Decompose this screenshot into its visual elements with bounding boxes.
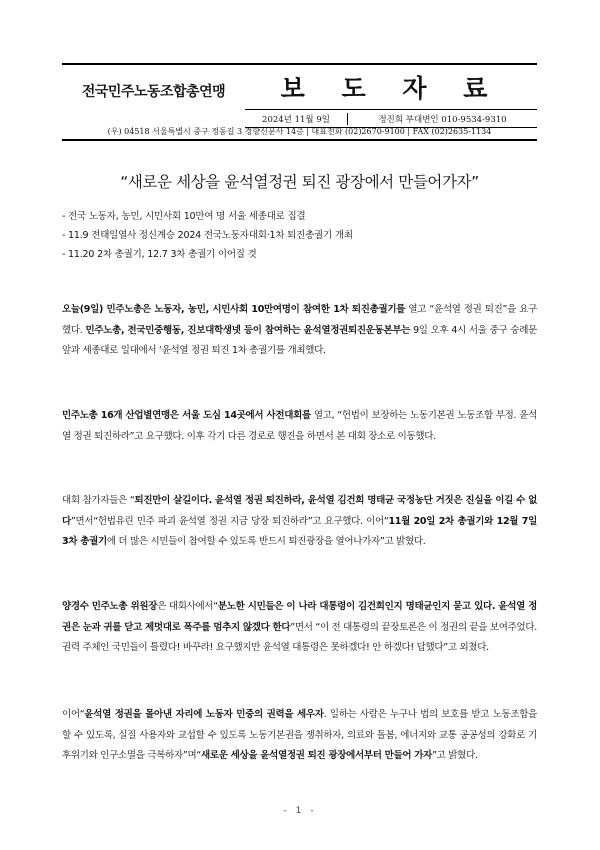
paragraph-text: ”면서 “이 전 대통령의 끝장토론은 이 정권의 끝을 보여주었다. 권력 주체인 국민들이 틀렸다! 바꾸라! 요구했지만 윤석열 대통령은 못하겠다! 안 하겠다! 답했다”고 외쳤다.	[62, 621, 538, 653]
organization-name: 전국민주노동조합총연맹	[81, 83, 226, 100]
emphasized-text: 오늘(9일) 민주노총은 노동자, 농민, 시민사회 10만여명이 참여한 1차 퇴진총궐기를	[62, 304, 406, 315]
organization-address: (우) 04518 서울특별시 중구 정동길 3 경향신문사 14층 | 대표전화 (02)2670-9100 | FAX (02)2635-1134	[62, 124, 537, 141]
paragraph-text: 대회 참가자들은 “	[62, 495, 135, 506]
paragraph-text: 에 더 많은 시민들이 참여할 수 있도록 반드시 퇴진광장을 열어나가자”고 밝혔다.	[106, 536, 426, 547]
subheading-item: - 전국 노동자, 농민, 시민사회 10만여 명 서울 세종대로 집결	[62, 211, 306, 222]
emphasized-text: 민주노총 16개 산업별연맹은 서울 도심 14곳에서 사전대회를	[62, 410, 311, 421]
body-paragraph	[62, 705, 537, 767]
emphasized-text: 윤석열 정권을 몰아낸 자리에 노동자 민중의 권력을 세우자	[84, 709, 324, 720]
paragraph-text: 9일 오후 4시 서울 중구 숭례문 앞과 세종대로 일대에서 ‘윤석열 정권 퇴진 1차 총궐기를 개최했다.	[62, 324, 537, 356]
subheading-list	[62, 207, 537, 264]
emphasized-text: 새로운 세상을 윤석열정권 퇴진 광장에서부터 만들어 가자	[200, 750, 433, 761]
emphasized-text: 퇴진만이 살길이다. 윤석열 정권 퇴진하라, 윤석열 김건희 명태균 국정농단 거짓은 진실을 이길 수 없다	[62, 495, 537, 527]
body-paragraph	[62, 491, 537, 553]
paragraph-text: 은 대회사에서“	[157, 601, 218, 612]
body-paragraph	[62, 406, 537, 447]
paragraph-text: 이어“	[62, 709, 85, 720]
paragraph-text: 열고 “윤석열 정권 퇴진”을 요구했다.	[62, 304, 537, 336]
emphasized-text: 분노한 시민들은 이 나라 대통령이 김건희인지 명태균인지 묻고 있다. 윤석열 정권은 눈과 귀를 닫고 제멋대로 폭주를 멈추지 않겠다 한다	[62, 601, 538, 633]
emphasized-text: 11월 20일 2차 총궐기와 12월 7일 3차 총궐기	[62, 515, 537, 547]
document-type-title: 보 도 자 료	[280, 74, 502, 103]
emphasized-text: 민주노총, 전국민중행동, 진보대학생넷 등이 참여하는 윤석열정권퇴진운동본부는	[85, 324, 411, 336]
body-paragraph	[62, 597, 537, 659]
paragraph-text: ”면서“헌법유린 민주 파괴 윤석열 정권 지금 당장 퇴진하라”고 요구했다. 이어“	[70, 515, 389, 527]
press-release-header	[62, 63, 537, 126]
body-paragraph	[62, 300, 537, 362]
paragraph-text: ”고 밝혔다.	[432, 750, 478, 761]
subheading-item: - 11.20 2차 총궐기, 12.7 3차 총궐기 이어질 것	[62, 249, 257, 260]
paragraph-text: 열고, “헌법이 보장하는 노동기본권 노동조합 부정. 윤석열 정권 퇴진하라”고 요구했다. 이후 각기 다른 경로로 행진을 하면서 본 대회 장소로 이동했다.	[62, 410, 537, 442]
headline: “새로운 세상을 윤석열정권 퇴진 광장에서 만들어가자”	[120, 173, 479, 191]
paragraph-text: . 일하는 사람은 누구나 법의 보호를 받고 노동조합을 할 수 있도록, 실질 사용자와 교섭할 수 있도록 노동기본권을 쟁취하자, 의료와 돌봄, 에너지와 교통 공공성의 강화로 기후위기와 인구소멸을 극복하자”며“	[62, 709, 537, 761]
spokesperson-contact: 정진희 부대변인 010-9534-9310	[378, 114, 507, 125]
emphasized-text: 양경수 민주노총 위원장	[62, 601, 158, 612]
release-date: 2024년 11월 9일	[262, 114, 330, 125]
subheading-item: - 11.9 전태일열사 정신계승 2024 전국노동자대회·1차 퇴진총궐기 개최	[62, 230, 353, 241]
page-number: - 1 -	[283, 806, 317, 816]
